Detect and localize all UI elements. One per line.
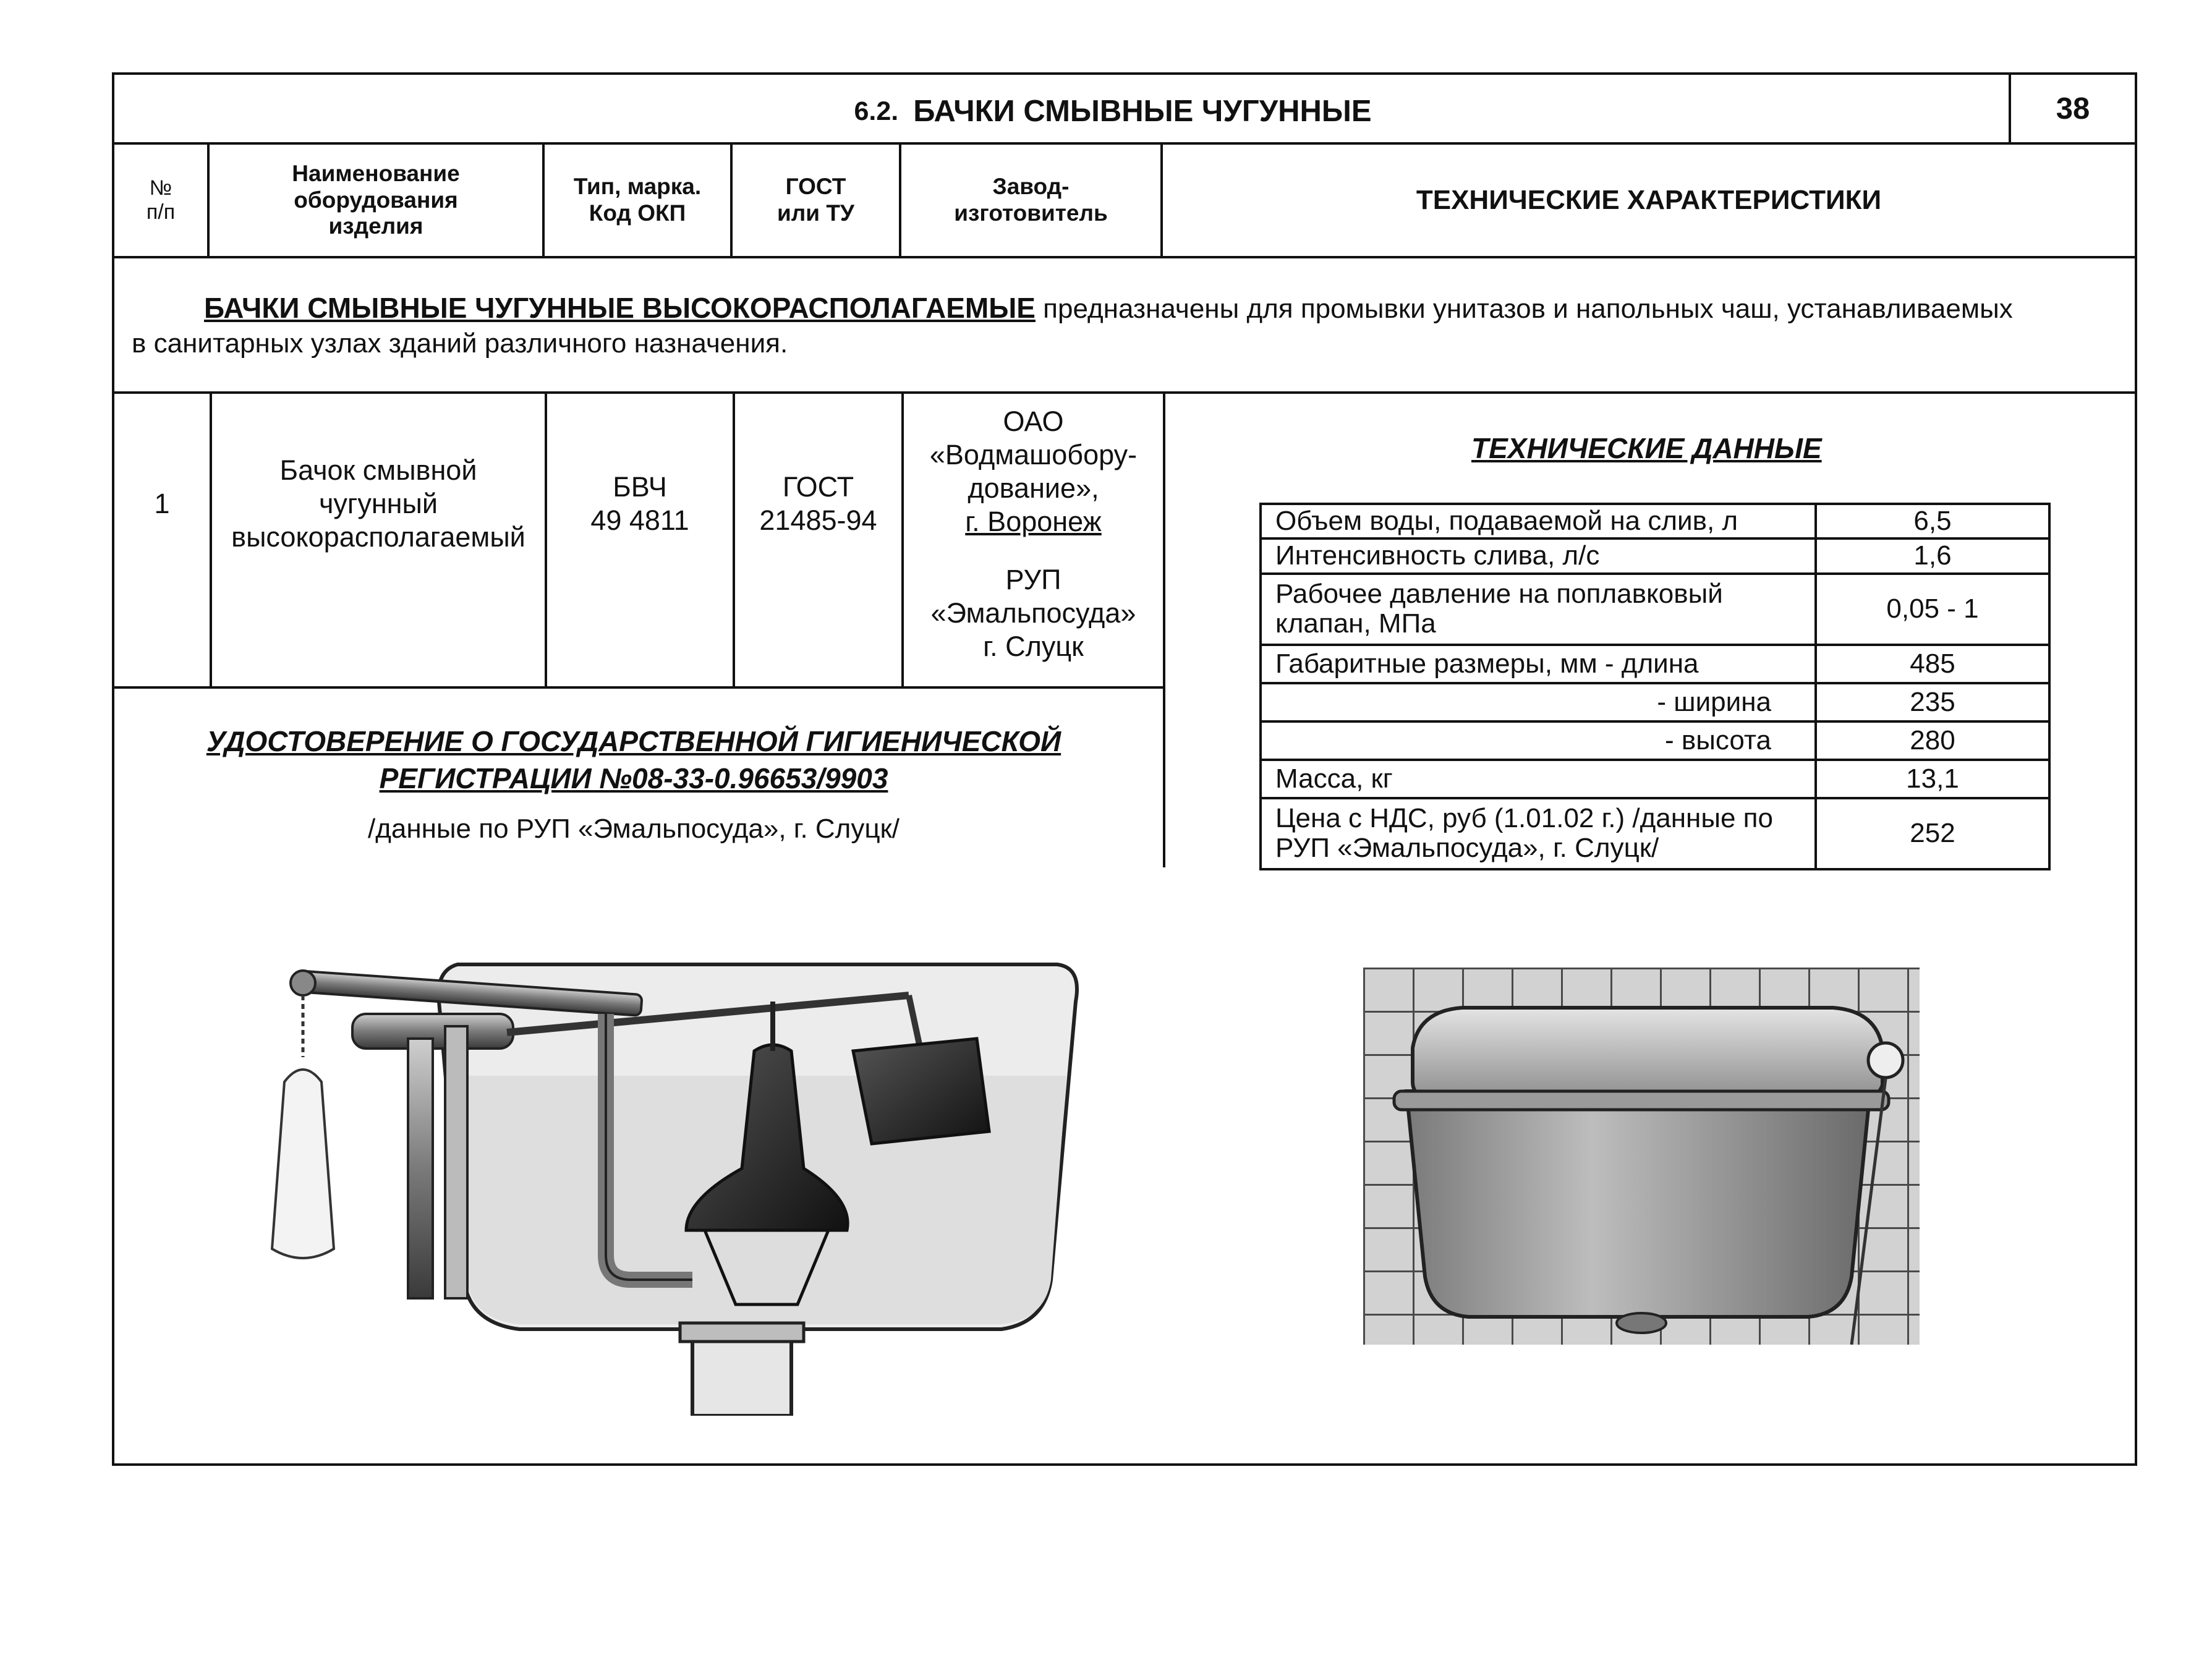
- tech-label: Масса, кг: [1261, 760, 1816, 798]
- tech-label: Габаритные размеры, мм - длина: [1261, 645, 1816, 683]
- table-row: [1261, 721, 2049, 760]
- tech-heading: ТЕХНИЧЕСКИЕ ДАННЫЕ: [1471, 432, 1822, 464]
- intro-text-2: в санитарных узлах зданий различного назначения.: [132, 328, 788, 359]
- tech-value: 0,05 - 1: [1816, 574, 2049, 645]
- maker-1-city: г. Воронеж: [965, 506, 1102, 537]
- row-name: Бачок смывной чугунный высокорасполагаемый: [231, 454, 525, 553]
- tech-label: Рабочее давление на поплавковый клапан, МПа: [1261, 574, 1816, 645]
- tech-value: 235: [1816, 683, 2049, 721]
- col-header-name: Наименование оборудования изделия: [292, 161, 460, 239]
- tank-exterior-photo: [1363, 968, 1920, 1345]
- col-header-type: Тип, марка. Код ОКП: [573, 174, 702, 226]
- table-row: [1261, 574, 2049, 645]
- row-maker: [904, 405, 1163, 663]
- table-row: [1261, 798, 2049, 869]
- tech-label: - высота: [1261, 721, 1816, 760]
- tech-value: 485: [1816, 645, 2049, 683]
- registration-line-1: УДОСТОВЕРЕНИЕ О ГОСУДАРСТВЕННОЙ ГИГИЕНИЧЕСКОЙ: [206, 725, 1061, 757]
- maker-1: ОАО «Водмашобору- дование»,: [929, 406, 1138, 504]
- intro-paragraph: [132, 291, 2122, 360]
- tech-label: Цена с НДС, руб (1.01.02 г.) /данные по РУП «Эмальпосуда», г. Слуцк/: [1261, 798, 1816, 869]
- tech-label: - ширина: [1261, 683, 1816, 721]
- tech-value: 6,5: [1816, 504, 2049, 538]
- registration-block: [185, 723, 1082, 845]
- intro-lead: БАЧКИ СМЫВНЫЕ ЧУГУННЫЕ ВЫСОКОРАСПОЛАГАЕМЫЕ: [204, 292, 1036, 324]
- maker-2: РУП «Эмальпосуда» г. Слуцк: [930, 564, 1136, 662]
- tech-value: 252: [1816, 798, 2049, 869]
- table-row: [1261, 645, 2049, 683]
- tech-value: 280: [1816, 721, 2049, 760]
- tech-value: 1,6: [1816, 538, 2049, 573]
- rule-row-col5: [1163, 391, 1165, 867]
- row-gost: ГОСТ 21485-94: [759, 470, 877, 536]
- rule-under-columns: [112, 256, 2137, 258]
- tech-table: [1259, 503, 2051, 870]
- col-header-gost: ГОСТ или ТУ: [777, 174, 854, 226]
- tech-label: Интенсивность слива, л/с: [1261, 538, 1816, 573]
- registration-note: /данные по РУП «Эмальпосуда», г. Слуцк/: [367, 813, 900, 844]
- col-header-maker: Завод- изготовитель: [954, 174, 1108, 226]
- section-number: 6.2.: [854, 96, 899, 126]
- page-number: 38: [2056, 91, 2090, 126]
- col-header-num: № п/п: [146, 176, 176, 224]
- row-type: БВЧ 49 4811: [590, 470, 689, 536]
- section-heading: БАЧКИ СМЫВНЫЕ ЧУГУННЫЕ: [913, 95, 1372, 128]
- table-row: [1261, 760, 2049, 798]
- tank-cutaway-drawing: [260, 934, 1125, 1416]
- tech-label: Объем воды, подаваемой на слив, л: [1261, 504, 1816, 538]
- row-num: 1: [154, 487, 170, 519]
- col-header-specs: ТЕХНИЧЕСКИЕ ХАРАКТЕРИСТИКИ: [1416, 184, 1882, 215]
- tech-value: 13,1: [1816, 760, 2049, 798]
- registration-line-2: РЕГИСТРАЦИИ №08-33-0.96653/9903: [379, 762, 888, 794]
- section-title: [618, 80, 1607, 142]
- table-row: [1261, 683, 2049, 721]
- table-row: [1261, 538, 2049, 573]
- intro-text-1: предназначены для промывки унитазов и напольных чаш, устанавливаемых: [1035, 294, 2013, 324]
- table-row: [1261, 504, 2049, 538]
